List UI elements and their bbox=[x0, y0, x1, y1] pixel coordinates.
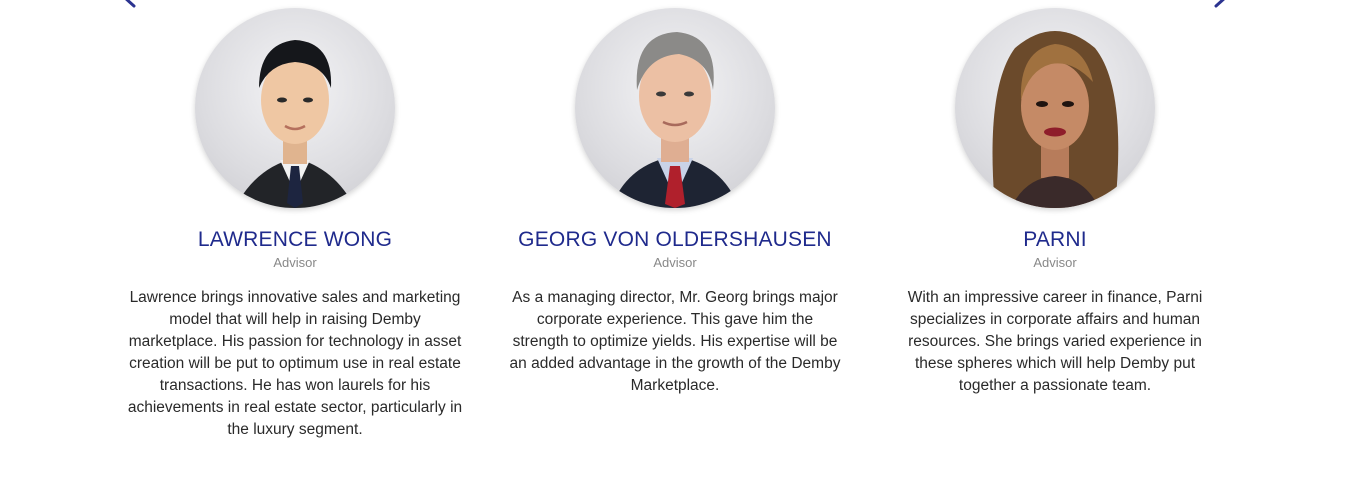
avatar bbox=[195, 8, 395, 208]
avatar bbox=[955, 8, 1155, 208]
team-card bbox=[885, 8, 1225, 397]
chevron-right-icon bbox=[1210, 0, 1232, 8]
member-bio: Lawrence brings innovative sales and marketing model that will help in raising Demby marketplace. His passion for technology in asset creation will be put to optimum use in real estate transactions. He has won laurels for his achievements in real estate sector, particularly in the luxury segment. bbox=[127, 289, 463, 438]
avatar bbox=[575, 8, 775, 208]
member-role: Advisor bbox=[653, 255, 697, 270]
team-card bbox=[505, 8, 845, 397]
team-card bbox=[125, 8, 465, 441]
member-name: LAWRENCE WONG bbox=[197, 228, 393, 251]
carousel-prev-button[interactable] bbox=[118, 0, 140, 8]
member-name: GEORG VON OLDERSHAUSEN bbox=[518, 228, 832, 251]
carousel-next-button[interactable] bbox=[1210, 0, 1232, 8]
member-bio: With an impressive career in finance, Parni specializes in corporate affairs and human resources. She brings varied experience in these spheres which will help Demby put together a passionate team. bbox=[907, 289, 1203, 394]
member-role: Advisor bbox=[273, 255, 317, 270]
member-name: PARNI bbox=[1023, 228, 1087, 251]
chevron-left-icon bbox=[118, 0, 140, 8]
member-role: Advisor bbox=[1033, 255, 1077, 270]
member-bio: As a managing director, Mr. Georg brings major corporate experience. This gave him the strength to optimize yields. His expertise will be an added advantage in the growth of the Demby Marketplace. bbox=[509, 289, 841, 394]
